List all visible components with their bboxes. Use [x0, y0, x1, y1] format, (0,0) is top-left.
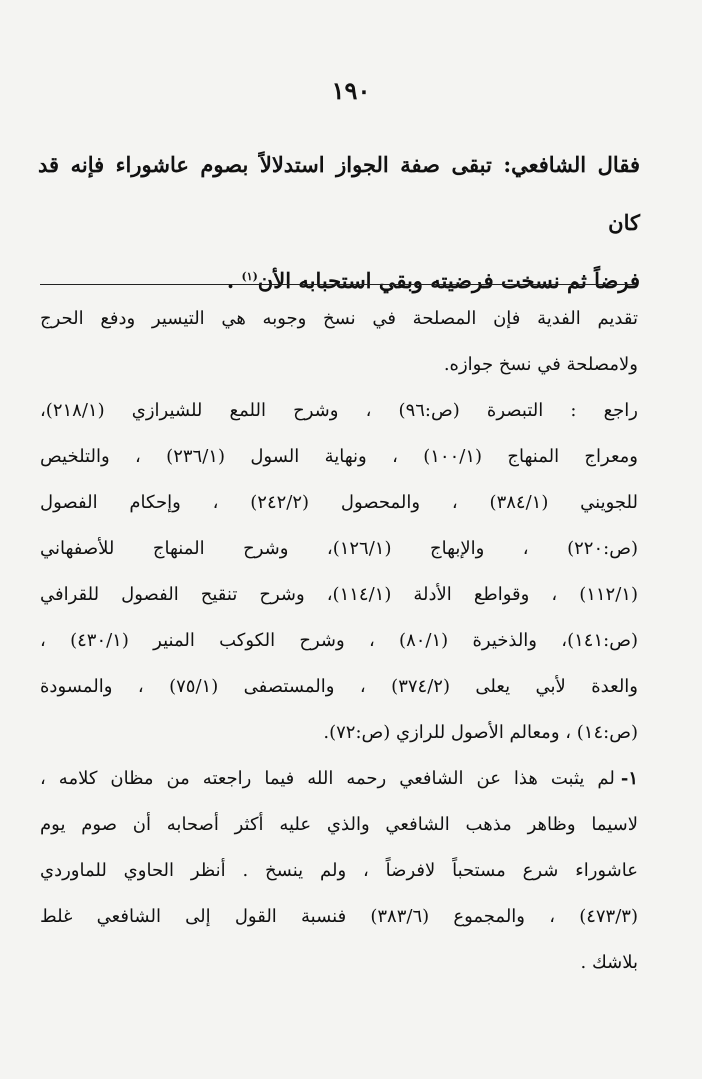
- footnote-line: للجويني (٣٨٤/١) ، والمحصول (٢٤٢/٢) ، وإحكام الفصول: [40, 492, 638, 513]
- footnote-reference: (١): [241, 270, 258, 283]
- footnote-number: ١-: [620, 768, 638, 789]
- footnote-line: عاشوراء شرع مستحباً لافرضاً ، ولم ينسخ . أنظر الحاوي للماوردي: [40, 860, 638, 881]
- footnote-line: لاسيما وظاهر مذهب الشافعي والذي عليه أكثر أصحابه أن صوم يوم: [40, 814, 638, 835]
- main-text-line-2-end: .: [226, 268, 242, 293]
- footnote-line: والعدة لأبي يعلى (٣٧٤/٢) ، والمستصفى (٧٥/١) ، والمسودة: [40, 676, 638, 697]
- footnote-line: تقديم الفدية فإن المصلحة في نسخ وجوبه هي التيسير ودفع الحرج: [40, 308, 638, 329]
- footnote-divider: [40, 284, 636, 285]
- footnote-line: بلاشك .: [580, 952, 638, 973]
- page-number: ١٩٠: [331, 76, 371, 105]
- footnote-line: ولامصلحة في نسخ جوازه.: [443, 354, 638, 375]
- footnote-line: (ص:١٤) ، ومعالم الأصول للرازي (ص:٧٢).: [323, 722, 638, 743]
- footnotes: [40, 296, 638, 986]
- main-text-line-2-body: فرضاً ثم نسخت فرضيته وبقي استحبابه الأن: [257, 268, 640, 293]
- footnote-line: ومعراج المنهاج (١٠٠/١) ، ونهاية السول (٢٣٦/١) ، والتلخيص: [40, 446, 638, 467]
- footnote-line: (ص:٢٢٠) ، والإبهاج (١٢٦/١)، وشرح المنهاج للأصفهاني: [40, 538, 638, 559]
- footnote-1-text: لم يثبت هذا عن الشافعي رحمه الله فيما راجعته من مظان كلامه ،: [40, 768, 615, 789]
- main-text-line-1: فقال الشافعي: تبقى صفة الجواز استدلالاً بصوم عاشوراء فإنه قد كان: [38, 152, 640, 235]
- footnote-line: (١١٢/١) ، وقواطع الأدلة (١١٤/١)، وشرح تنقيح الفصول للقرافي: [40, 584, 638, 605]
- footnote-line: راجع : التبصرة (ص:٩٦) ، وشرح اللمع للشيرازي (٢١٨/١)،: [40, 400, 638, 421]
- footnote-line: (ص:١٤١)، والذخيرة (٨٠/١) ، وشرح الكوكب المنير (٤٣٠/١) ،: [40, 630, 638, 651]
- footnote-line: (٤٧٣/٣) ، والمجموع (٣٨٣/٦) فنسبة القول إلى الشافعي غلط: [40, 906, 638, 927]
- footnote-1-first-line: [40, 756, 638, 802]
